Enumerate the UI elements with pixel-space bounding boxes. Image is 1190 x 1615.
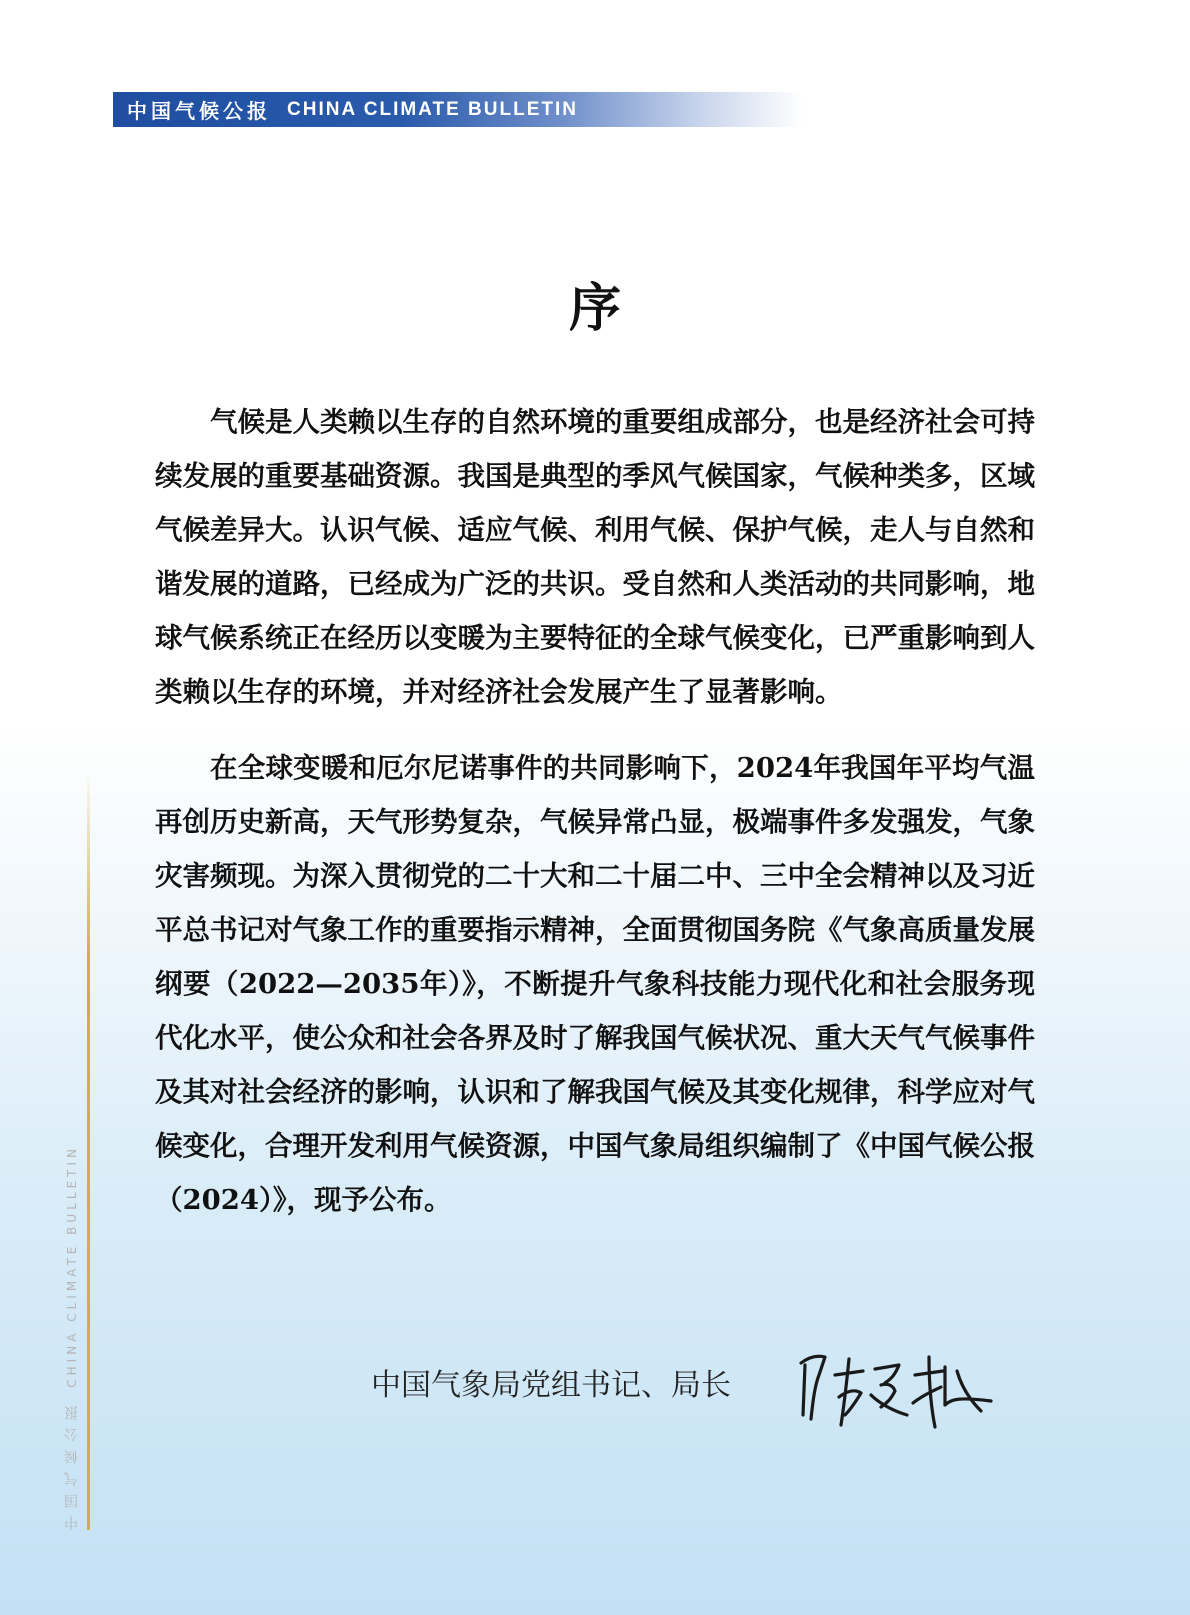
signoff-title: 中国气象局党组书记、局长 — [371, 1368, 731, 1403]
handwritten-signature — [795, 1345, 995, 1430]
side-gold-rule — [87, 770, 90, 1530]
side-vertical-label — [60, 1100, 84, 1530]
preface-body — [155, 395, 1035, 1227]
side-label-cn: 中国气候公报 — [64, 1398, 80, 1530]
page-title: 序 — [568, 278, 621, 339]
side-label-en: CHINA CLIMATE BULLETIN — [65, 1145, 79, 1388]
paragraph-2: 在全球变暖和厄尔尼诺事件的共同影响下，2024年我国年平均气温再创历史新高，天气形势复杂，气候异常凸显，极端事件多发强发，气象灾害频现。为深入贯彻党的二十大和二十届二中、三中全会精神以及习近平总书记对气象工作的重要指示精神，全面贯彻国务院《气象高质量发展纲要（2022—2035年）》，不断提升气象科技能力现代化和社会服务现代化水平，使公众和社会各界及时了解我国气候状况、重大天气气候事件及其对社会经济的影响，认识和了解我国气候及其变化规律，科学应对气候变化，合理开发利用气候资源，中国气象局组织编制了《中国气候公报（2024）》，现予公布。 — [155, 752, 1035, 1216]
header-banner — [113, 92, 803, 127]
header-title-cn: 中国气候公报 — [127, 99, 271, 123]
header-title-en: CHINA CLIMATE BULLETIN — [287, 98, 578, 120]
paragraph-1: 气候是人类赖以生存的自然环境的重要组成部分，也是经济社会可持续发展的重要基础资源。我国是典型的季风气候国家，气候种类多，区域气候差异大。认识气候、适应气候、利用气候、保护气候，走人与自然和谐发展的道路，已经成为广泛的共识。受自然和人类活动的共同影响，地球气候系统正在经历以变暖为主要特征的全球气候变化，已严重影响到人类赖以生存的环境，并对经济社会发展产生了显著影响。 — [155, 406, 1035, 708]
